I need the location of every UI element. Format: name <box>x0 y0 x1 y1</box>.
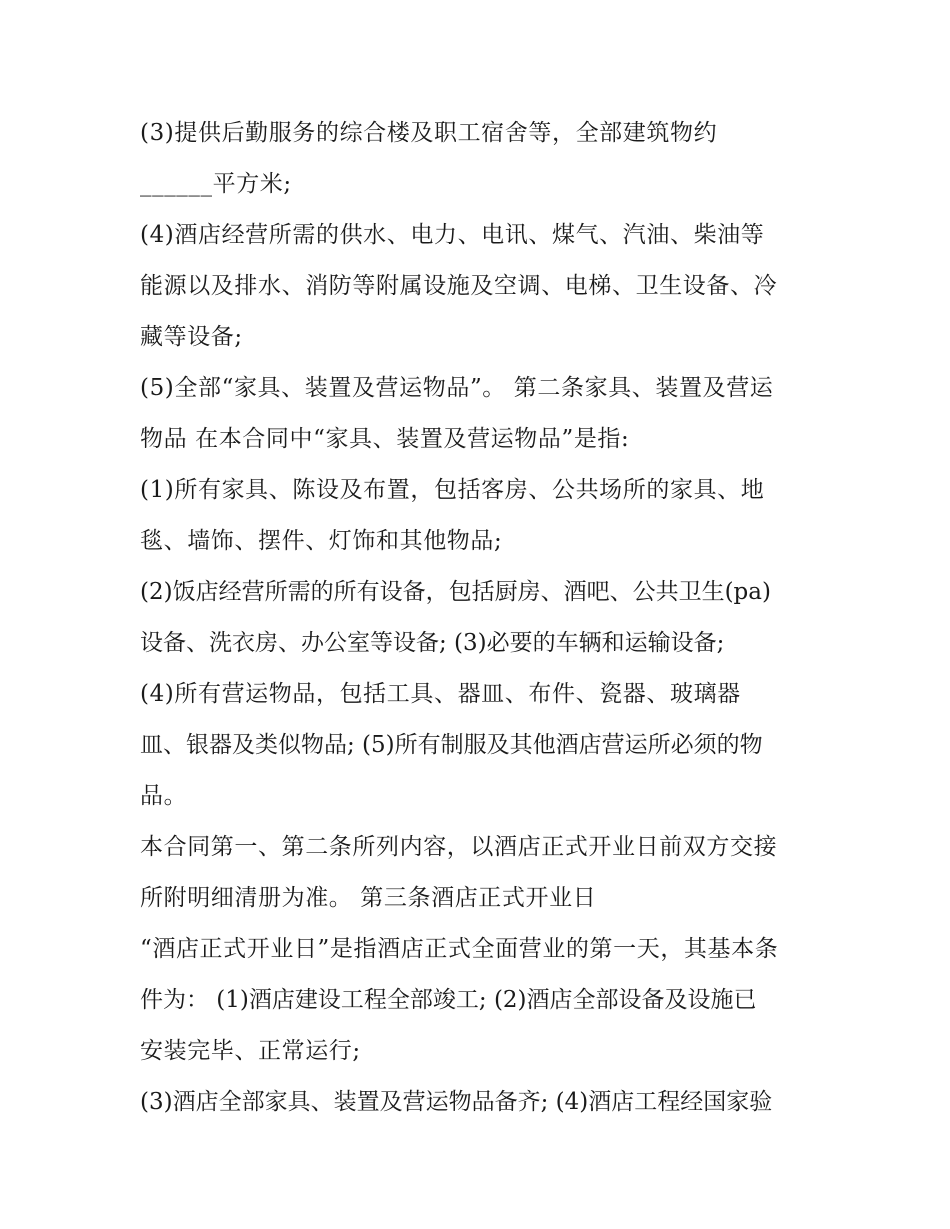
text-line: ______平方米; <box>140 171 292 197</box>
text-line: (3)提供后勤服务的综合楼及职工宿舍等，全部建筑物约 <box>140 120 718 146</box>
contract-text-body <box>140 108 820 1128</box>
text-line: 本合同第一、第二条所列内容，以酒店正式开业日前双方交接 <box>140 834 778 860</box>
text-line: 安装完毕、正常运行; <box>140 1038 361 1064</box>
text-line: (5)全部“家具、装置及营运物品”。 第二条家具、装置及营运 <box>140 375 774 401</box>
text-line: 所附明细清册为准。 第三条酒店正式开业日 <box>140 885 597 911</box>
text-line: 藏等设备; <box>140 324 243 350</box>
text-line: (1)所有家具、陈设及布置，包括客房、公共场所的家具、地 <box>140 477 765 503</box>
text-line: (4)所有营运物品，包括工具、器皿、布件、瓷器、玻璃器 <box>140 681 741 707</box>
text-line: 物品 在本合同中“家具、装置及营运物品”是指: <box>140 426 630 452</box>
text-line: 毯、墙饰、摆件、灯饰和其他物品; <box>140 528 503 554</box>
text-line: (4)酒店经营所需的供水、电力、电讯、煤气、汽油、柴油等 <box>140 222 765 248</box>
text-line: 皿、银器及类似物品; (5)所有制服及其他酒店营运所必须的物 <box>140 732 763 758</box>
text-line: (3)酒店全部家具、装置及营运物品备齐; (4)酒店工程经国家验 <box>140 1089 773 1115</box>
text-line: (2)饭店经营所需的所有设备，包括厨房、酒吧、公共卫生(pa) <box>140 579 771 605</box>
text-line: “酒店正式开业日”是指酒店正式全面营业的第一天，其基本条 <box>140 936 779 962</box>
text-line: 设备、洗衣房、办公室等设备; (3)必要的车辆和运输设备; <box>140 630 725 656</box>
text-line: 能源以及排水、消防等附属设施及空调、电梯、卫生设备、冷 <box>140 273 778 299</box>
text-line: 品。 <box>140 783 188 809</box>
text-line: 件为： (1)酒店建设工程全部竣工; (2)酒店全部设备及设施已 <box>140 987 757 1013</box>
